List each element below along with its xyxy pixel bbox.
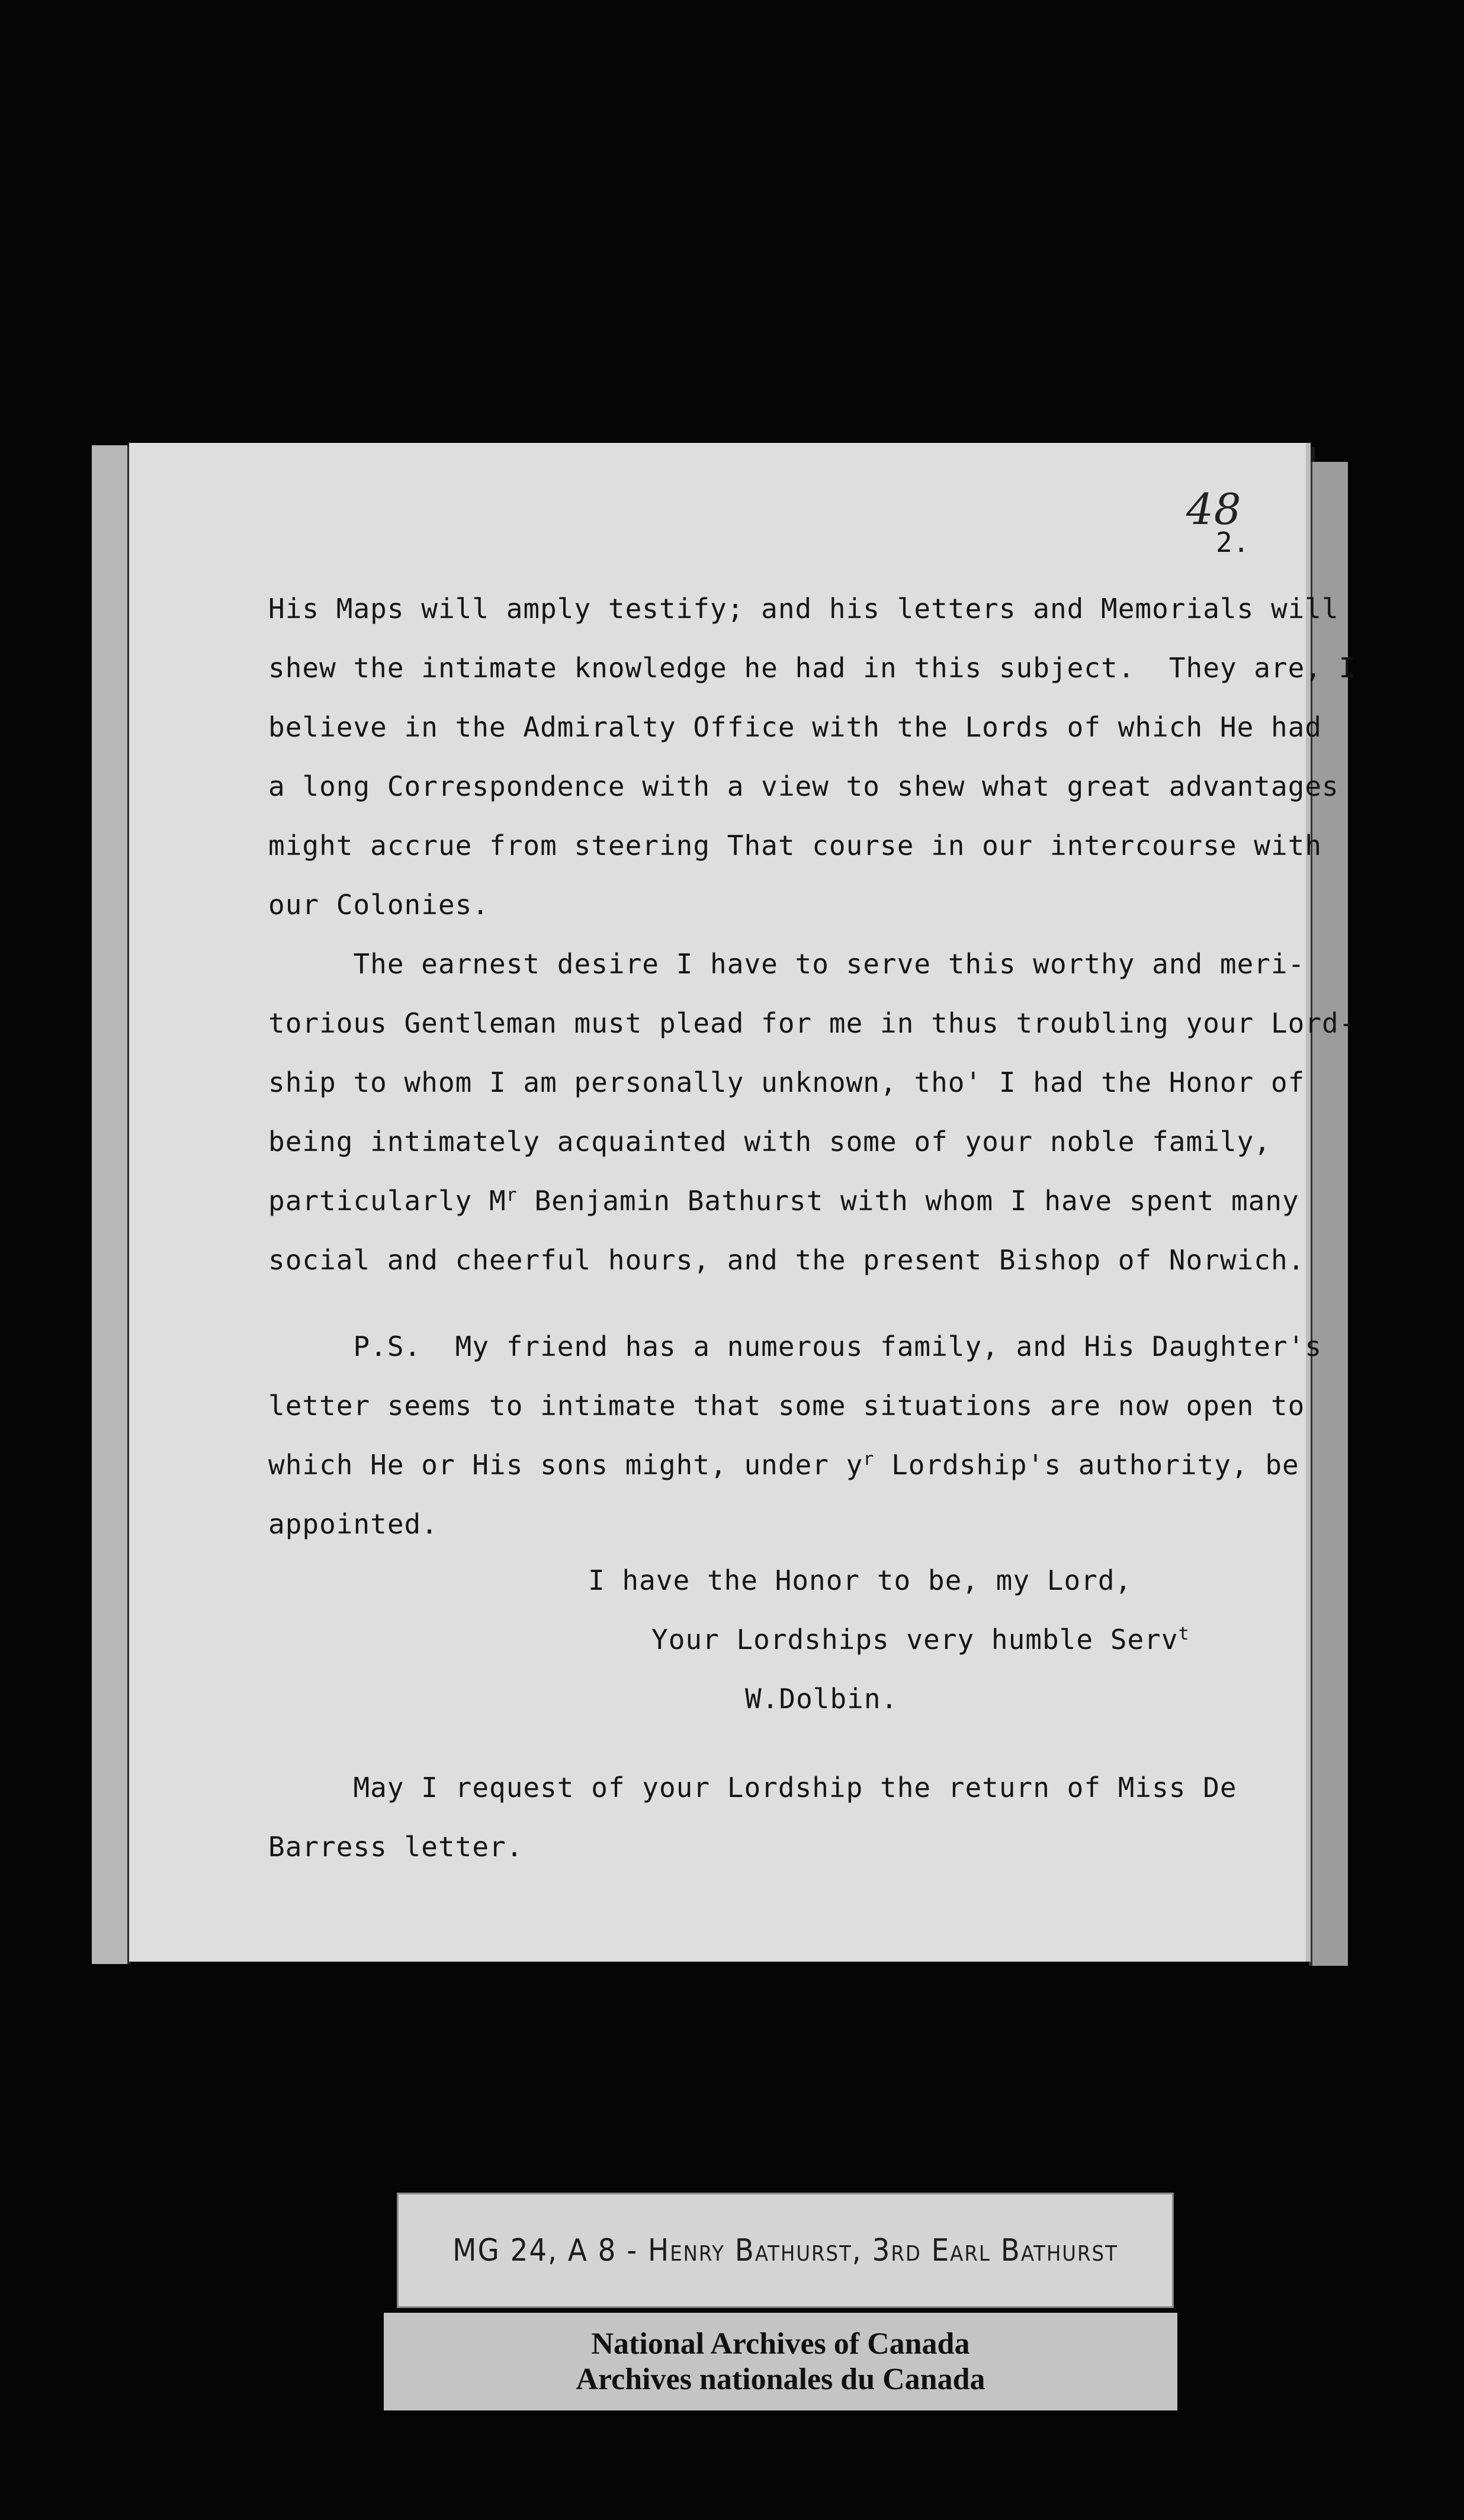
text-line: Barress letter. bbox=[268, 1831, 524, 1863]
text-line: our Colonies. bbox=[268, 889, 490, 921]
archives-stamp bbox=[384, 2313, 1177, 2410]
text-line: appointed. bbox=[268, 1508, 438, 1540]
reference-label: MG 24, A 8 - Henry Bathurst, 3rd Earl Bathurst bbox=[452, 2232, 1118, 2268]
text-segment: particularly M bbox=[268, 1185, 506, 1217]
reference-label-box bbox=[397, 2193, 1174, 2308]
archives-name-fr: Archives nationales du Canada bbox=[576, 2362, 985, 2396]
text-line: letter seems to intimate that some situations are now open to bbox=[268, 1390, 1305, 1422]
letter-page bbox=[129, 443, 1356, 1962]
text-line-which bbox=[268, 1449, 1299, 1481]
sheet-edge-right bbox=[1309, 462, 1348, 1966]
text-line: a long Correspondence with a view to shew what great advantages bbox=[268, 770, 1339, 802]
text-line: believe in the Admiralty Office with the Lords of which He had bbox=[268, 711, 1322, 743]
text-line: May I request of your Lordship the return of Miss De bbox=[268, 1772, 1237, 1804]
closing-servant bbox=[651, 1624, 1190, 1656]
text-line: ship to whom I am personally unknown, tho' I had the Honor of bbox=[268, 1066, 1305, 1098]
superscript: r bbox=[863, 1449, 875, 1470]
text-line: might accrue from steering That course in our intercourse with bbox=[268, 830, 1322, 862]
signature: W.Dolbin. bbox=[745, 1683, 898, 1715]
text-line-particularly bbox=[268, 1185, 1299, 1217]
text-line: being intimately acquainted with some of your noble family, bbox=[268, 1126, 1271, 1158]
closing-line: I have the Honor to be, my Lord, bbox=[588, 1564, 1132, 1596]
superscript: t bbox=[1178, 1624, 1190, 1644]
text-segment: Your Lordships very humble Serv bbox=[651, 1624, 1179, 1656]
sheet-edge-left bbox=[92, 445, 131, 1964]
text-line: His Maps will amply testify; and his letters and Memorials will bbox=[268, 593, 1339, 625]
text-line: shew the intimate knowledge he had in this subject. They are, I bbox=[268, 652, 1356, 684]
text-line: The earnest desire I have to serve this worthy and meri- bbox=[268, 948, 1305, 980]
text-line: torious Gentleman must plead for me in thus troubling your Lord- bbox=[268, 1007, 1356, 1039]
page-number: 2. bbox=[1216, 526, 1250, 558]
folio-number: 48 bbox=[1186, 484, 1242, 534]
text-segment: Lordship's authority, be bbox=[874, 1449, 1299, 1481]
archives-name-en: National Archives of Canada bbox=[591, 2326, 970, 2361]
superscript: r bbox=[506, 1185, 518, 1206]
text-segment: which He or His sons might, under y bbox=[268, 1449, 863, 1481]
text-segment: Benjamin Bathurst with whom I have spent many bbox=[517, 1185, 1299, 1217]
text-line: P.S. My friend has a numerous family, and His Daughter's bbox=[268, 1330, 1322, 1362]
text-line: social and cheerful hours, and the present Bishop of Norwich. bbox=[268, 1244, 1305, 1276]
